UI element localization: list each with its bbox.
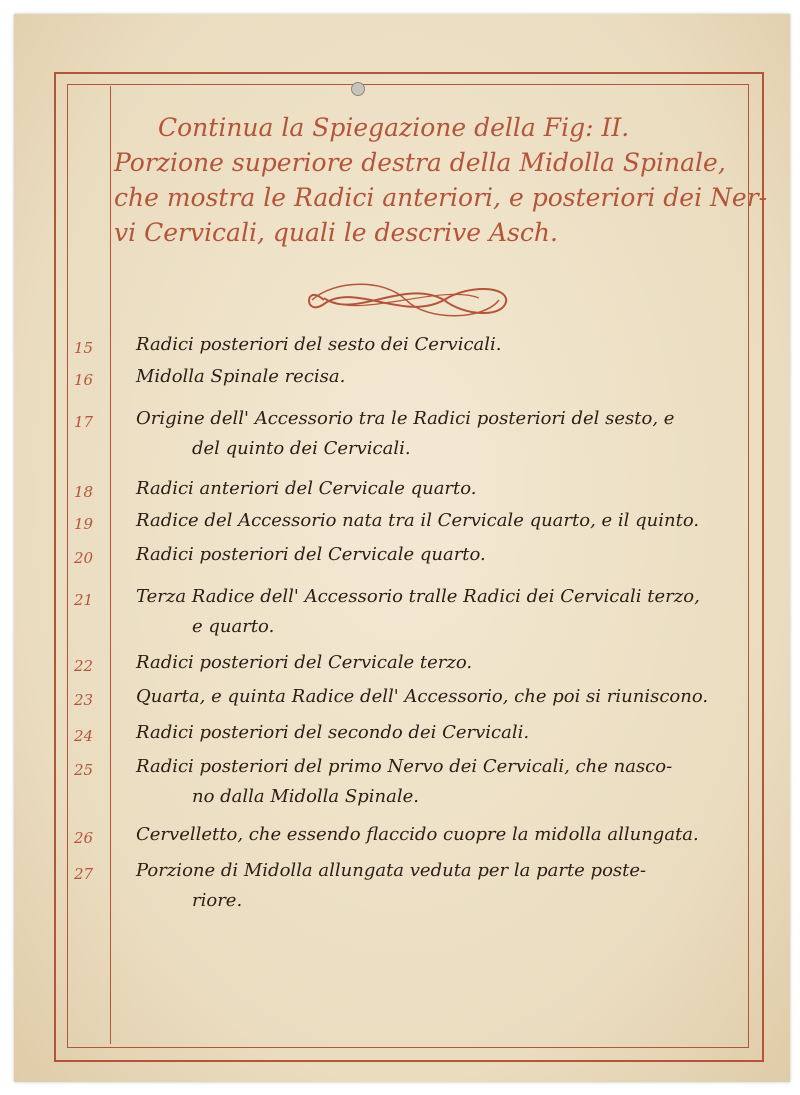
title-line-2: Porzione superiore destra della Midolla Spinale, [114,148,726,177]
entry-number: 24 [74,727,94,745]
entry-text-line: Radice del Accessorio nata tra il Cervicale quarto, e il quinto. [136,510,700,531]
entry-text-line: Radici posteriori del Cervicale quarto. [136,544,486,565]
entry-text-line: Cervelletto, che essendo flaccido cuopre la midolla allungata. [136,824,699,845]
entry-text [136,582,736,642]
entry-text [136,540,736,570]
manuscript-page [14,14,790,1082]
entry-text [136,330,736,360]
entry-text [136,648,736,678]
entry-text [136,682,736,712]
entry-text [136,820,736,850]
entry-text-line: Quarta, e quinta Radice dell' Accessorio, che poi si riuniscono. [136,686,709,707]
page-title [114,110,768,250]
entry-text [136,506,736,536]
entry-text [136,474,736,504]
entry-text-line: Radici posteriori del Cervicale terzo. [136,652,473,673]
title-line-3: che mostra le Radici anteriori, e posteriori dei Ner- [114,183,768,212]
entry-number: 15 [74,339,94,357]
entry-text-line: Porzione di Midolla allungata veduta per la parte poste- [136,860,647,881]
entry-number: 27 [74,865,94,883]
entry-text-line: Origine dell' Accessorio tra le Radici posteriori del sesto, e [136,408,675,429]
entry-number: 17 [74,413,94,431]
entry-text-continuation: no dalla Midolla Spinale. [192,786,419,807]
entry-text [136,752,736,812]
entry-number: 18 [74,483,94,501]
entry-number: 20 [74,549,94,567]
title-line-4: vi Cervicali, quali le descrive Asch. [114,218,558,247]
entry-text-line: Midolla Spinale recisa. [136,366,346,387]
entry-text-line: Terza Radice dell' Accessorio tralle Radici dei Cervicali terzo, [136,586,700,607]
entry-text-continuation: e quarto. [192,616,275,637]
title-line-1: Continua la Spiegazione della Fig: II. [158,113,630,142]
entry-text-line: Radici anteriori del Cervicale quarto. [136,478,477,499]
entry-number: 21 [74,591,94,609]
entry-text [136,856,736,916]
punch-hole [351,82,365,96]
entry-text-continuation: del quinto dei Cervicali. [192,438,411,459]
entry-text [136,362,736,392]
entry-text-line: Radici posteriori del primo Nervo dei Cervicali, che nasco- [136,756,673,777]
entry-text-line: Radici posteriori del sesto dei Cervicali. [136,334,502,355]
entry-text [136,404,736,464]
calligraphic-flourish-icon [294,272,519,328]
entry-number: 22 [74,657,94,675]
entry-text-continuation: riore. [192,890,243,911]
entry-text [136,718,736,748]
entry-number: 26 [74,829,94,847]
entry-number: 25 [74,761,94,779]
entry-number: 23 [74,691,94,709]
entry-text-line: Radici posteriori del secondo dei Cervicali. [136,722,530,743]
entry-number: 16 [74,371,94,389]
entry-number: 19 [74,515,94,533]
